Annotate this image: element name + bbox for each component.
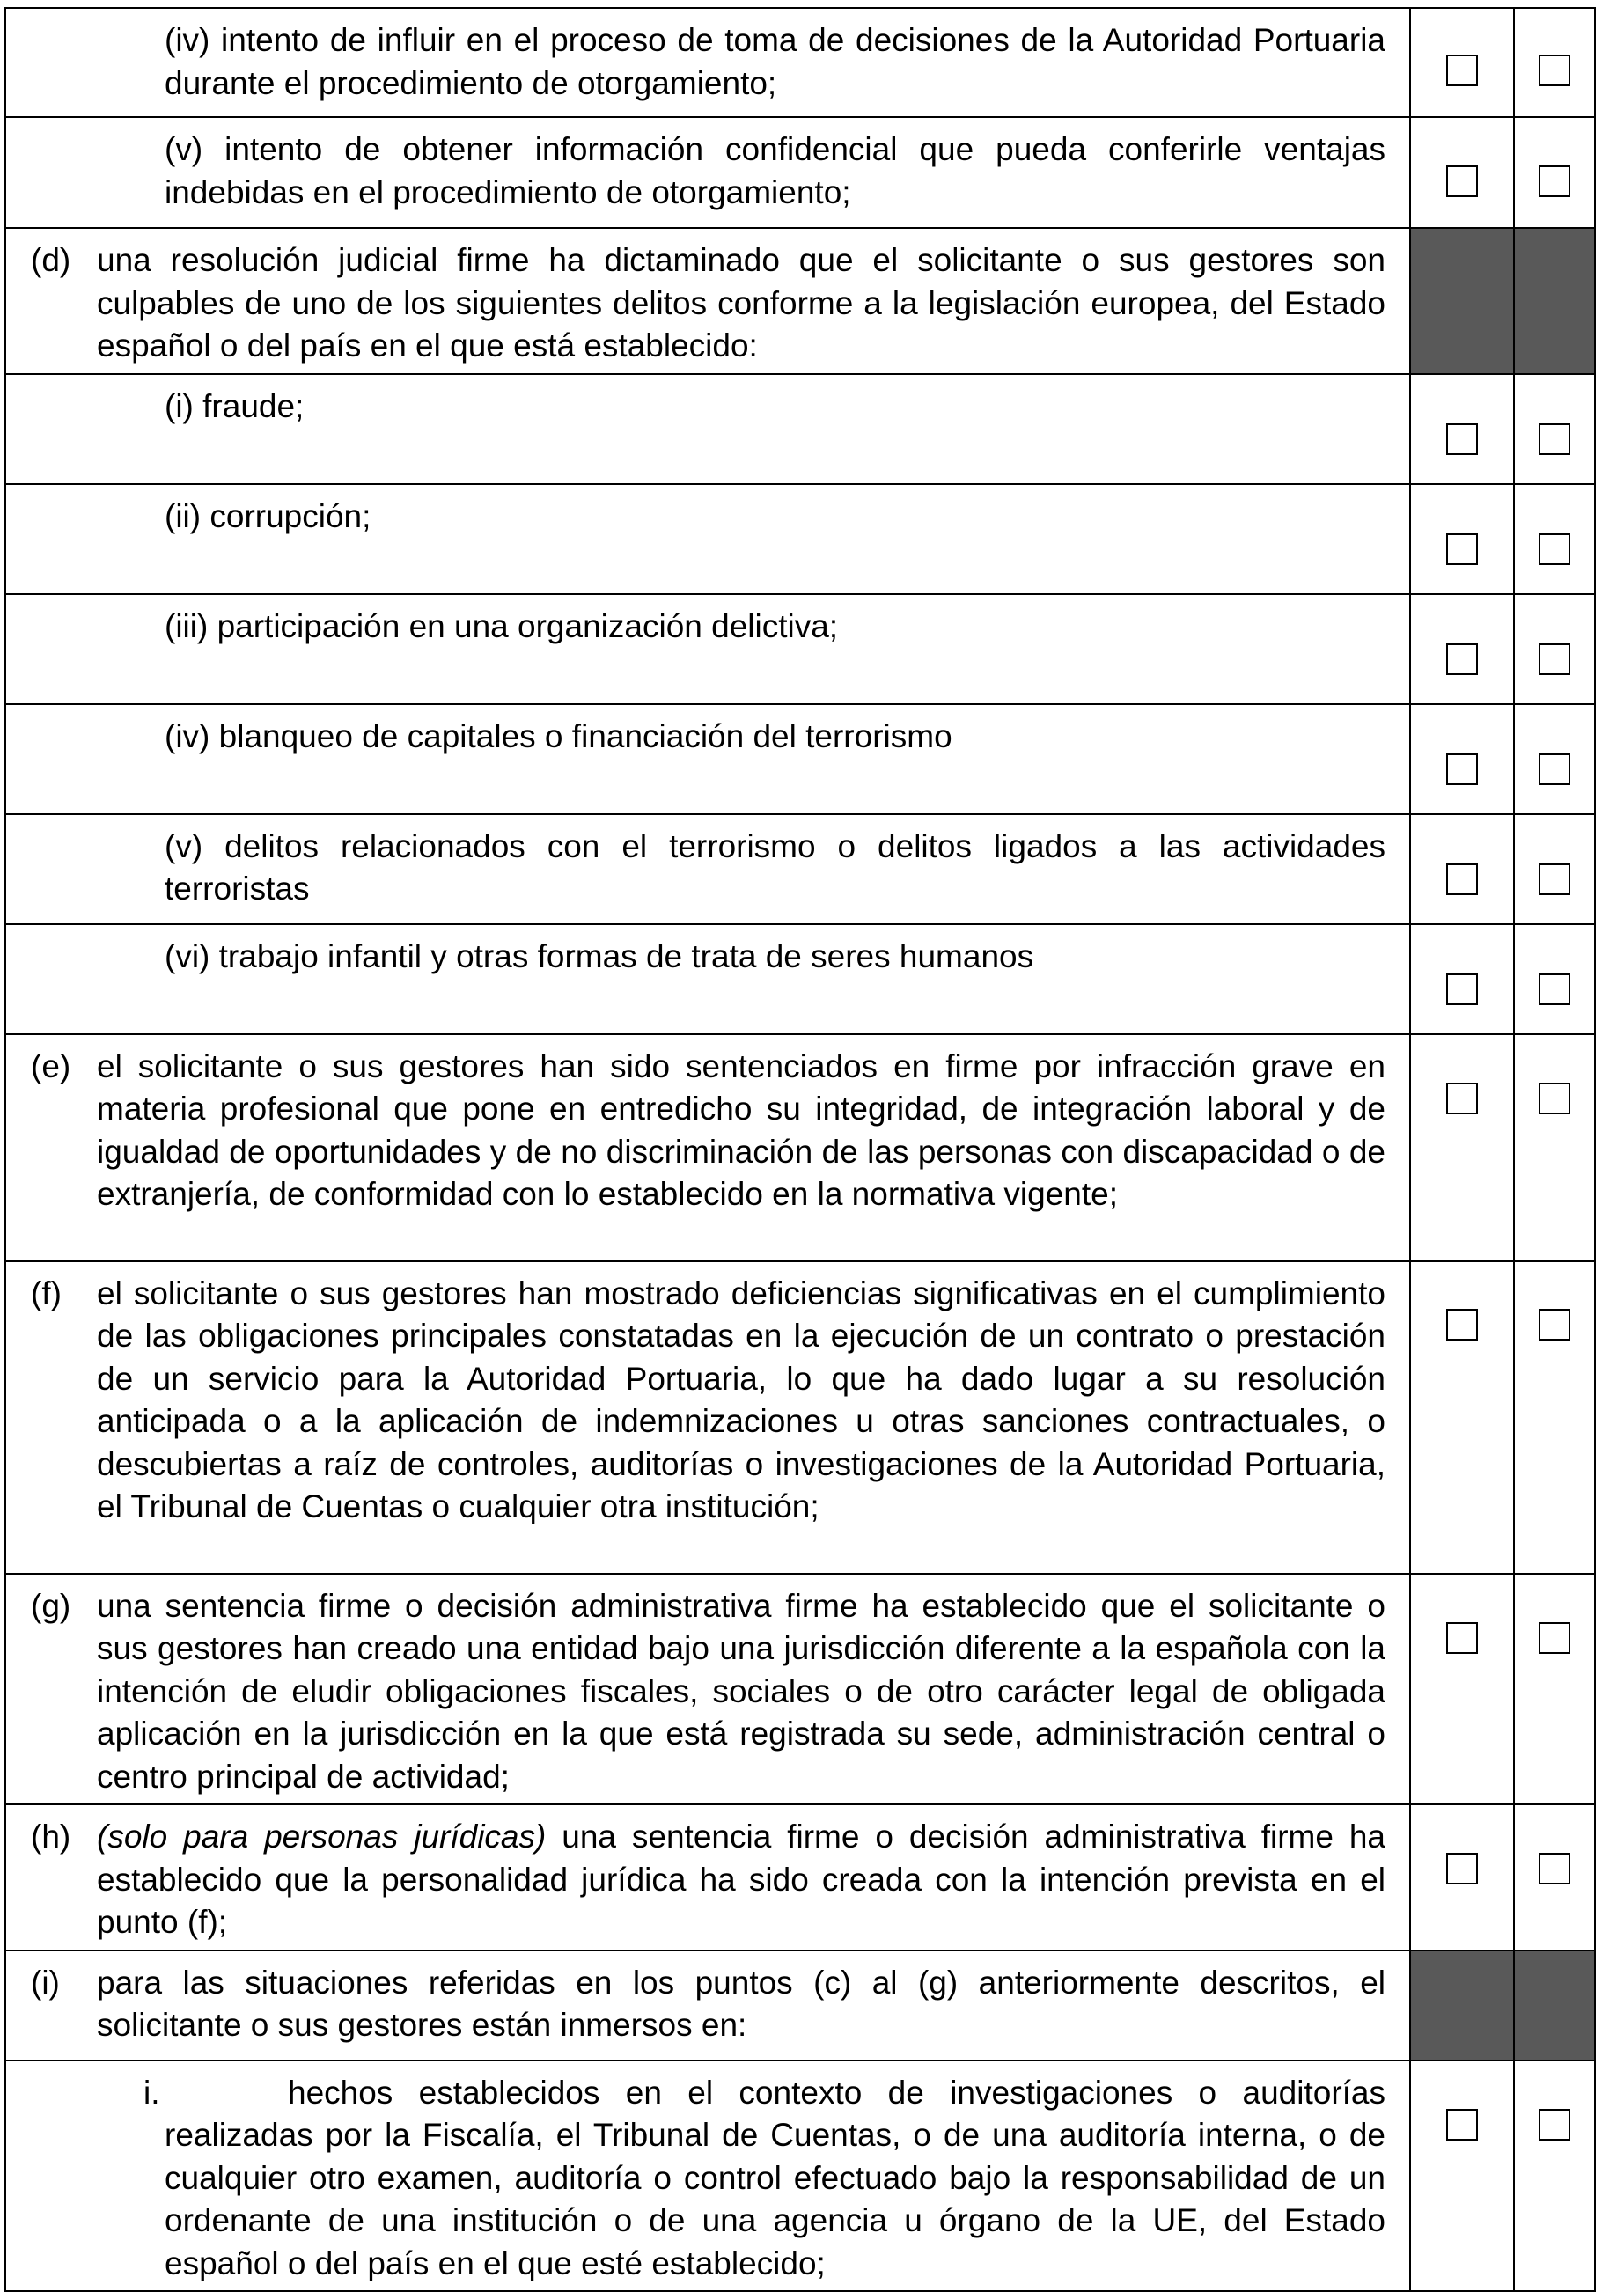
table-row [5,8,1595,117]
table-row [5,1804,1595,1950]
checkbox-yes[interactable] [1446,1309,1478,1341]
shaded-cell [1410,228,1514,374]
checkbox-no[interactable] [1539,533,1570,565]
item-label: (h) [31,1818,71,1855]
shaded-cell [1410,1950,1514,2061]
item-label: (d) [31,242,71,278]
declaration-table [4,7,1596,2292]
checkbox-no[interactable] [1539,863,1570,895]
table-row [5,1034,1595,1261]
checkbox-yes[interactable] [1446,643,1478,675]
checkbox-yes[interactable] [1446,2109,1478,2141]
checkbox-yes[interactable] [1446,533,1478,565]
checkbox-yes[interactable] [1446,1853,1478,1884]
item-text: (iii) participación en una organización delictiva; [165,607,839,644]
item-text: i. hechos establecidos en el contexto de investigaciones o auditorías realizadas por la Fiscalía, el Tribunal de Cuentas, o de una auditoría interna, o de cualquier otro examen, auditoría o control efectuado bajo la responsabilidad de un ordenante de una institución o de una agencia u órgano de la UE, del Estado español o del país en el que esté establecido; [6,2061,1409,2291]
item-text: (f) el solicitante o sus gestores han mostrado deficiencias significativas en el cumplimiento de las obligaciones principales constatadas en la ejecución de un contrato o prestación de un servicio para la Autoridad Portuaria, lo que ha dado lugar a su resolución anticipada o a la aplicación de indemnizaciones u otras sanciones contractuales, o descubiertas a raíz de controles, auditorías o investigaciones de la Autoridad Portuaria, el Tribunal de Cuentas o cualquier otra institución; [6,1262,1409,1534]
shaded-cell [1514,1950,1595,2061]
shaded-cell [1514,228,1595,374]
table-row [5,1261,1595,1574]
table-row [5,484,1595,594]
table-row [5,1574,1595,1805]
checkbox-yes[interactable] [1446,973,1478,1005]
item-text: (v) delitos relacionados con el terrorismo o delitos ligados a las actividades terroristas [165,827,1385,907]
item-text: (vi) trabajo infantil y otras formas de trata de seres humanos [165,937,1034,974]
checkbox-yes[interactable] [1446,1622,1478,1654]
checkbox-no[interactable] [1539,643,1570,675]
item-label: (e) [31,1047,71,1084]
item-text: (i) para las situaciones referidas en los puntos (c) al (g) anteriormente descritos, el solicitante o sus gestores están inmersos en: [6,1951,1409,2053]
checkbox-yes[interactable] [1446,423,1478,455]
item-text: (d) una resolución judicial firme ha dictaminado que el solicitante o sus gestores son culpables de uno de los siguientes delitos conforme a la legislación europea, del Estado español o del país en el que está establecido: [6,229,1409,373]
italic-note: (solo para personas jurídicas) [97,1818,547,1855]
checkbox-yes[interactable] [1446,753,1478,785]
checkbox-no[interactable] [1539,753,1570,785]
item-label: (f) [31,1275,62,1311]
checkbox-yes[interactable] [1446,1083,1478,1114]
item-text: (iv) intento de influir en el proceso de toma de decisiones de la Autoridad Portuaria durante el procedimiento de otorgamiento; [165,22,1385,101]
checkbox-no[interactable] [1539,1309,1570,1341]
item-text: (g) una sentencia firme o decisión administrativa firme ha establecido que el solicitante o sus gestores han creado una entidad bajo una jurisdicción diferente a la española con la intención de eludir obligaciones fiscales, sociales o de otro carácter legal de obligada aplicación en la jurisdicción en la que está registrada su sede, administración central o centro principal de actividad; [6,1575,1409,1804]
item-label: (g) [31,1587,71,1624]
item-label: (i) [31,1964,60,2001]
table-row [5,594,1595,704]
table-row [5,117,1595,228]
item-text: (iv) blanqueo de capitales o financiación del terrorismo [165,717,952,754]
table-row [5,814,1595,924]
table-row [5,2061,1595,2292]
checkbox-no[interactable] [1539,55,1570,86]
checkbox-no[interactable] [1539,165,1570,197]
table-row [5,374,1595,484]
checkbox-no[interactable] [1539,1083,1570,1114]
item-text: (v) intento de obtener información confidencial que pueda conferirle ventajas indebidas en el procedimiento de otorgamiento; [165,131,1385,210]
item-text: (i) fraude; [165,387,305,424]
checkbox-no[interactable] [1539,1853,1570,1884]
item-text: (e) el solicitante o sus gestores han sido sentenciados en firme por infracción grave en materia profesional que pone en entredicho su integridad, de integración laboral y de igualdad de oportunidades y de no discriminación de las personas con discapacidad o de extranjería, de conformidad con lo establecido en la normativa vigente; [6,1035,1409,1222]
checkbox-yes[interactable] [1446,165,1478,197]
table-row [5,1950,1595,2061]
checkbox-no[interactable] [1539,2109,1570,2141]
table-row [5,228,1595,374]
table-row [5,924,1595,1034]
checkbox-no[interactable] [1539,423,1570,455]
item-text: (h) (solo para personas jurídicas) una sentencia firme o decisión administrativa firme ha establecido que la personalidad jurídica ha sido creada con la intención prevista en el punto (f); [6,1805,1409,1950]
checkbox-no[interactable] [1539,973,1570,1005]
item-label: i. [143,2074,160,2111]
item-text: (ii) corrupción; [165,497,371,534]
checkbox-no[interactable] [1539,1622,1570,1654]
table-row [5,704,1595,814]
checkbox-yes[interactable] [1446,863,1478,895]
checkbox-yes[interactable] [1446,55,1478,86]
